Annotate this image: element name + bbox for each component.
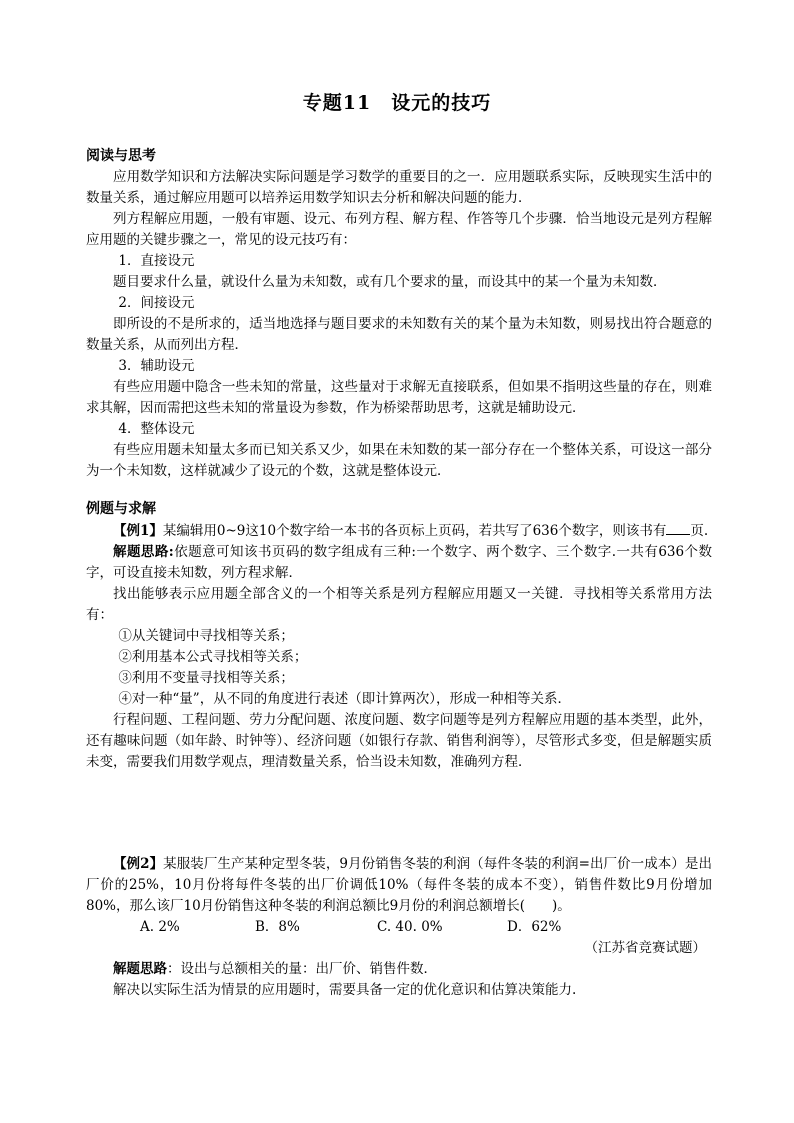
example-1-hint xyxy=(86,542,712,584)
technique-whole-title: 4．整体设元 xyxy=(118,421,195,437)
example-2-label: 【例2】 xyxy=(113,856,164,872)
technique-indirect-title: 2．间接设元 xyxy=(118,295,195,311)
method-4: ④对一种“量”，从不同的角度进行表述（即计算两次），形成一种相等关系． xyxy=(118,691,571,707)
option-b: B．8% xyxy=(255,919,300,935)
hint-label: 解题思路 xyxy=(113,961,167,977)
problem-source: （江苏省竞赛试题） xyxy=(584,940,706,956)
option-a: A. 2% xyxy=(140,919,180,935)
hint-label: 解题思路: xyxy=(113,544,174,560)
hint-text: 依题意可知该书页码的数字组成有三种:一个数字、两个数字、三个数字.一共有636个数字，可设直接未知数，列方程求解． xyxy=(86,544,713,581)
section-heading-reading: 阅读与思考 xyxy=(86,148,156,164)
section-heading-examples: 例题与求解 xyxy=(86,501,156,517)
technique-indirect-text: 即所设的不是所求的，适当地选择与题目要求的未知数有关的某个量为未知数，则易找出符合题意的数量关系，从而列出方程． xyxy=(86,316,712,353)
section-reading-body xyxy=(86,167,712,482)
technique-whole-text: 有些应用题未知量太多而已知关系又少，如果在未知数的某一部分存在一个整体关系，可设这一部分为一个未知数，这样就减少了设元的个数，这就是整体设元． xyxy=(86,442,712,479)
method-3: ③利用不变量寻找相等关系； xyxy=(118,670,294,686)
answer-options xyxy=(86,917,712,938)
example-2-text: 某服装厂生产某种定型冬装，9月份销售冬装的利润（每件冬装的利润=出厂价一成本）是出厂价的25%，10月份将每件冬装的出厂价调低10%（每件冬装的成本不变），销售件数比9月份增加80%，那么该厂10月份销售这种冬装的利润总额比9月份的利润总额增长( )。 xyxy=(86,856,712,914)
section-examples-body xyxy=(86,520,712,773)
technique-direct-text: 题目要求什么量，就设什么量为未知数，或有几个要求的量，而设其中的某一个量为未知数． xyxy=(113,274,667,290)
method-1: ①从关键词中寻找相等关系； xyxy=(118,628,294,644)
paragraph-steps: 列方程解应用题，一般有审题、设元、布列方程、解方程、作答等几个步骤．恰当地设元是列方程解应用题的关键步骤之一，常见的设元技巧有： xyxy=(86,211,712,248)
technique-auxiliary-text: 有些应用题中隐含一些未知的常量，这些量对于求解无直接联系，但如果不指明这些量的存在，则难求其解，因而需把这些未知的常量设为参数，作为桥梁帮助思考，这就是辅助设元． xyxy=(86,379,712,416)
hint-text: ：设出与总额相关的量：出厂价、销售件数． xyxy=(167,961,437,977)
option-c: C. 40. 0% xyxy=(377,919,443,935)
example-2-note: 解决以实际生活为情景的应用题时，需要具备一定的优化意识和估算决策能力. xyxy=(113,982,577,998)
example-2-block xyxy=(86,854,712,1001)
example-1 xyxy=(86,520,712,542)
option-d: D．62% xyxy=(507,919,562,935)
example-1-text: 某编辑用0~9这10个数字给一本书的各页标上页码，若共写了636个数字，则该书有 xyxy=(162,523,667,539)
example-2 xyxy=(86,854,712,917)
paragraph-problem-types: 行程问题、工程问题、劳力分配问题、浓度问题、数字问题等是列方程解应用题的基本类型，此外，还有趣味问题（如年龄、时钟等）、经济问题（如银行存款、销售利润等），尽管形式多变，但是解题实质未变，需要我们用数学观点，理清数量关系，恰当设未知数，准确列方程． xyxy=(86,712,712,770)
answer-blank xyxy=(666,520,690,535)
page-title: 专题11 设元的技巧 xyxy=(302,92,492,114)
technique-direct-title: 1．直接设元 xyxy=(118,253,195,269)
example-1-label: 【例1】 xyxy=(113,523,163,539)
technique-auxiliary-title: 3．辅助设元 xyxy=(118,358,195,374)
example-1-text-end: 页. xyxy=(690,523,709,539)
paragraph-intro: 应用数学知识和方法解决实际问题是学习数学的重要目的之一．应用题联系实际，反映现实生活中的数量关系，通过解应用题可以培养运用数学知识去分析和解决问题的能力． xyxy=(86,169,712,206)
example-2-hint xyxy=(86,959,712,980)
paragraph-relation: 找出能够表示应用题全部含义的一个相等关系是列方程解应用题又一关键．寻找相等关系常用方法有： xyxy=(86,586,712,623)
method-2: ②利用基本公式寻找相等关系； xyxy=(118,649,308,665)
